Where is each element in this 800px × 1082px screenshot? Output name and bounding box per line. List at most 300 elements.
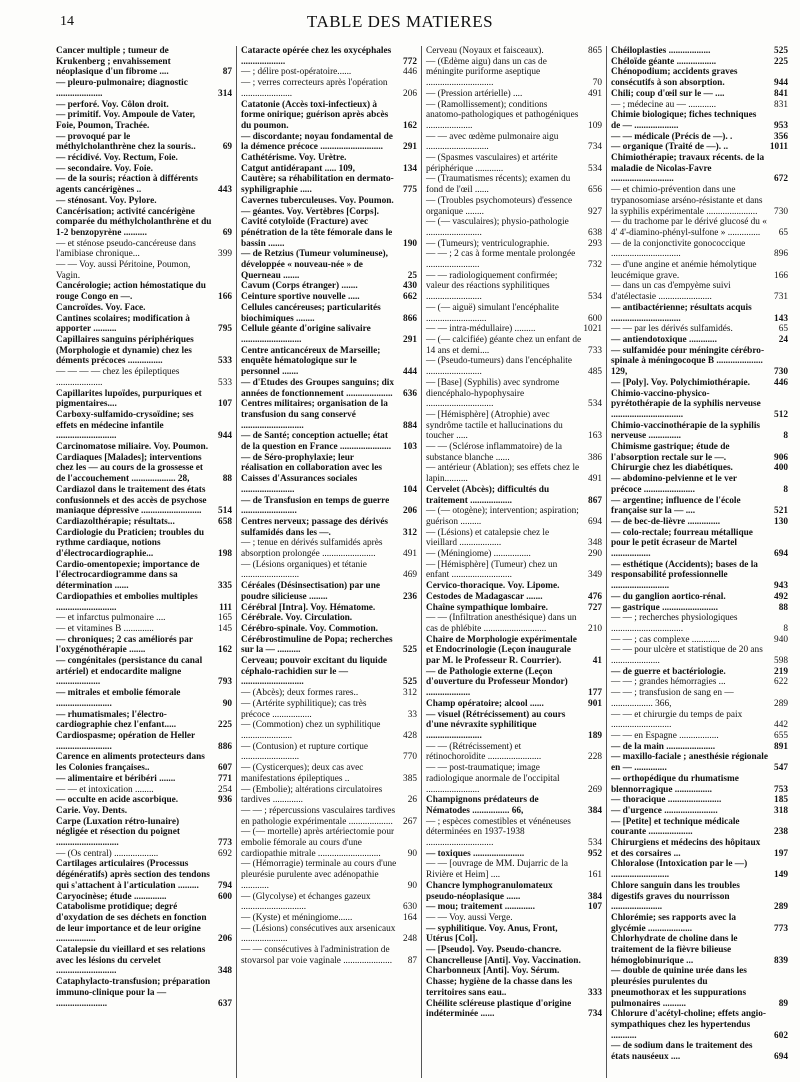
entry-text: Cérébral [Intra]. Voy. Hématome.	[241, 602, 376, 613]
entry-text: — sténosant. Voy. Pylore.	[56, 195, 157, 206]
index-entry	[241, 827, 417, 859]
entry-text: — (Troubles psychomoteurs) d'essence organique ........	[426, 195, 573, 217]
index-entry	[56, 410, 232, 442]
index-entry	[426, 667, 602, 699]
entry-text: — — ; transfusion de sang en — .................. 366,	[611, 688, 734, 709]
index-entry	[56, 560, 232, 592]
index-entry	[426, 699, 602, 710]
index-entry	[611, 795, 788, 806]
entry-page-number: 314	[218, 88, 232, 99]
index-entry	[426, 57, 602, 89]
entry-text: Cardiazolthérapie; résultats...	[56, 516, 175, 527]
index-entry	[611, 57, 788, 68]
index-entry	[426, 999, 602, 1020]
entry-page-number: 485	[588, 367, 602, 378]
entry-page-number: 730	[774, 206, 788, 217]
entry-page-number: 190	[403, 238, 417, 249]
entry-page-number: 534	[588, 163, 602, 174]
entry-text: — provoqué par le méthylcholanthrène chez la souris..	[56, 131, 196, 153]
index-entry	[426, 881, 602, 902]
entry-page-number: 65	[778, 324, 788, 335]
entry-page-number: 165	[218, 613, 232, 624]
index-entry	[241, 164, 417, 175]
entry-page-number: 446	[403, 67, 417, 78]
index-entry	[56, 817, 232, 849]
entry-text: — (Abcès); deux formes rares..	[241, 688, 359, 699]
entry-page-number: 254	[218, 784, 232, 795]
entry-page-number: 636	[403, 388, 417, 399]
page-title: TABLE DES MATIERES	[306, 12, 494, 31]
index-entry	[611, 667, 788, 678]
index-entry	[241, 281, 417, 292]
entry-text: — de Santé; conception actuelle; état de la question en France ......................	[241, 431, 392, 453]
entry-text: Chlore sanguin dans les troubles digestifs graves du nourrisson ......................	[611, 880, 740, 913]
entry-text: — alimentaire et béribéri .......	[56, 773, 176, 784]
entry-page-number: 732	[588, 260, 602, 271]
entry-page-number: 662	[403, 292, 417, 303]
index-entry	[56, 528, 232, 560]
index-entry	[426, 239, 602, 250]
entry-page-number: 927	[588, 206, 602, 217]
entry-page-number: 734	[588, 142, 602, 153]
entry-page-number: 733	[588, 345, 602, 356]
index-entry	[56, 945, 232, 977]
entry-text: — de Pathologie externe (Leçon d'ouverture du Professeur Mondor) ...................	[426, 666, 568, 699]
index-entry	[241, 132, 417, 153]
index-entry	[611, 1009, 788, 1041]
entry-text: — — avec œdème pulmonaire aigu ...........................	[426, 131, 559, 153]
entry-text: — — pour ulcère et statistique de 20 ans .....................	[611, 645, 763, 667]
entry-text: Carcinomatose miliaire. Voy. Poumon.	[56, 442, 209, 453]
entry-page-number: 70	[592, 78, 602, 89]
entry-page-number: 267	[403, 816, 417, 827]
index-entry	[426, 592, 602, 603]
entry-page-number: 944	[218, 431, 232, 442]
entry-text: — secondaire. Voy. Foie.	[56, 163, 153, 174]
index-entry	[426, 710, 602, 742]
index-column-4	[607, 46, 792, 1078]
entry-text: Chimisme gastrique; étude de l'absorption rectale sur le —.	[611, 442, 730, 463]
entry-text: — (Lésions organiques) et tétanie .........................	[241, 559, 367, 581]
index-entry	[56, 635, 232, 656]
entry-text: — (Embolie); altérations circulatoires tardives .............	[241, 784, 383, 806]
index-entry	[611, 260, 788, 281]
entry-text: Carie. Voy. Dents.	[56, 805, 128, 816]
entry-page-number: 637	[218, 998, 232, 1009]
entry-text: — du trachome par le dérivé glucosé du « 4' 4'-diamino-phényl-sulfone » ..............	[611, 217, 767, 238]
entry-text: — colo-rectale; fourreau métallique pour le petit écraseur de Martel .................	[611, 527, 753, 560]
entry-text: Chaire de Morphologie expérimentale et Endocrinologie (Leçon inaugurale par M. le Professeur R. Courrier).	[426, 634, 577, 667]
index-entry	[426, 817, 602, 849]
entry-page-number: 185	[774, 795, 788, 806]
entry-text: — et sténose pseudo-cancéreuse dans l'amibiase chronique...	[56, 238, 196, 260]
index-entry	[56, 688, 232, 709]
entry-text: — (Lésions) consécutives aux arsenicaux ....................	[241, 923, 396, 945]
entry-text: — (— aiguë) simulant l'encéphalite ..........................	[426, 302, 559, 324]
entry-page-number: 206	[403, 88, 417, 99]
index-entry	[426, 966, 602, 977]
entry-text: — (Artérite syphilitique); cas très précoce .................	[241, 698, 367, 720]
index-entry	[611, 132, 788, 143]
entry-page-number: 87	[222, 67, 232, 78]
index-entry	[426, 463, 602, 484]
page-number: 14	[60, 14, 74, 29]
entry-page-number: 26	[407, 795, 417, 806]
entry-text: — sulfamidée pour méningite cérébro-spinale à méningocoque B .................... 129,	[611, 345, 765, 378]
entry-text: — argentine; influence de l'école française sur la — ....	[611, 495, 741, 517]
entry-page-number: 312	[403, 527, 417, 538]
entry-page-number: 8	[783, 431, 788, 442]
entry-page-number: 901	[588, 698, 602, 709]
entry-page-number: 312	[403, 688, 417, 699]
index-columns	[52, 46, 792, 1078]
entry-text: — de Transfusion en temps de guerre ........................	[241, 495, 390, 517]
entry-page-number: 936	[218, 795, 232, 806]
entry-text: — rhumatismales; l'électro-cardiographie chez l'enfant.....	[56, 709, 177, 731]
index-entry	[241, 207, 417, 218]
index-entry	[56, 710, 232, 731]
entry-text: — (Lésions) et catalepsie chez le vieillard ..................	[426, 527, 550, 549]
index-entry	[611, 881, 788, 913]
entry-text: — perforé. Voy. Côlon droit.	[56, 99, 169, 110]
index-entry	[241, 763, 417, 784]
entry-page-number: 290	[588, 549, 602, 560]
entry-text: — (— calcifiée) géante chez un enfant de 14 ans et demi....	[426, 334, 582, 356]
entry-text: Cervelet (Abcès); difficultés du traitement ..................	[426, 484, 550, 506]
entry-text: Cathétérisme. Voy. Urètre.	[241, 153, 347, 164]
entry-text: — — ; cas complexe ............	[611, 634, 720, 645]
entry-text: — (Traumatismes récents); examen du fond de l'œil ......	[426, 174, 571, 196]
entry-page-number: 430	[403, 281, 417, 292]
index-entry	[56, 335, 232, 367]
entry-text: — de la souris; réaction à différents agents cancérigènes ..	[56, 174, 198, 196]
index-entry	[241, 249, 417, 281]
index-entry	[426, 849, 602, 860]
index-entry	[611, 688, 788, 709]
index-entry	[56, 806, 232, 817]
index-entry	[611, 474, 788, 495]
index-entry	[426, 356, 602, 377]
index-entry	[241, 656, 417, 688]
index-entry	[426, 506, 602, 527]
entry-page-number: 166	[218, 292, 232, 303]
index-entry	[56, 892, 232, 903]
entry-text: Centres militaires; organisation de la transfusion du sang conservé ...........................	[241, 399, 388, 431]
index-entry	[56, 859, 232, 891]
entry-page-number: 692	[218, 848, 232, 859]
index-entry	[56, 314, 232, 335]
entry-page-number: 521	[774, 506, 788, 517]
entry-page-number: 210	[588, 623, 602, 634]
index-entry	[426, 859, 602, 880]
index-entry	[56, 731, 232, 752]
entry-text: — — ; répercussions vasculaires tardives en pathologie expérimentale ...................	[241, 805, 396, 827]
index-entry	[241, 635, 417, 656]
index-entry	[426, 549, 602, 560]
entry-page-number: 384	[588, 891, 602, 902]
index-entry	[241, 720, 417, 741]
index-entry	[241, 560, 417, 581]
index-entry	[56, 303, 232, 314]
index-entry	[56, 785, 232, 796]
entry-text: — (Ramollissement); conditions anatomo-pathologiques et pathogéniques ....................	[426, 99, 579, 131]
index-entry	[56, 977, 232, 1009]
index-entry	[56, 752, 232, 773]
index-entry	[426, 485, 602, 506]
index-entry	[241, 924, 417, 945]
entry-page-number: 111	[219, 602, 232, 613]
index-entry	[241, 603, 417, 614]
entry-page-number: 896	[774, 249, 788, 260]
entry-text: Champignons prédateurs de Nématodes ................ 66,	[426, 795, 539, 816]
entry-text: — congénitales (persistance du canal artériel) et endocardite maligne ...................	[56, 656, 203, 688]
index-entry	[241, 859, 417, 891]
entry-page-number: 206	[218, 934, 232, 945]
entry-text: — (Glycolyse) et échanges gazeux ............................	[241, 891, 371, 913]
index-entry	[241, 913, 417, 924]
entry-text: Cardiologie du Praticien; troubles du rythme cardiaque, notions d'électrocardiographie...	[56, 527, 205, 560]
entry-page-number: 348	[588, 538, 602, 549]
entry-text: — (Contusion) et rupture cortique .........................	[241, 741, 369, 763]
index-entry	[56, 164, 232, 175]
index-entry	[56, 902, 232, 945]
entry-page-number: 446	[774, 377, 788, 388]
entry-page-number: 236	[403, 591, 417, 602]
entry-page-number: 839	[774, 955, 788, 966]
entry-text: — ; verres correcteurs après l'opération ......................	[241, 78, 388, 99]
entry-page-number: 600	[218, 891, 232, 902]
index-entry	[611, 378, 788, 389]
index-entry	[426, 581, 602, 592]
entry-text: — — post-traumatique; image radiologique anormale de l'occipital .......................	[426, 763, 560, 795]
entry-page-number: 164	[403, 912, 417, 923]
entry-text: Chimio-vaccino-physico-pyrétothérapie de la syphilis nerveuse ...............................	[611, 388, 761, 420]
entry-text: Cantines scolaires; modification à apporter ..........	[56, 313, 190, 335]
entry-page-number: 107	[218, 399, 232, 410]
entry-text: Cardio-omentopexie; importance de l'électrocardiogramme dans sa détermination ......	[56, 559, 200, 592]
index-entry	[241, 292, 417, 303]
entry-text: — [Hémisphère] (Atrophie) avec syndrôme tactile et hallucinations du toucher .....	[426, 409, 563, 442]
index-entry	[241, 346, 417, 378]
entry-page-number: 177	[588, 688, 602, 699]
entry-text: — (Hémorragie) terminale au cours d'une pleurésie purulente avec adénopathie ............	[241, 859, 397, 891]
index-entry	[241, 196, 417, 207]
entry-page-number: 884	[403, 420, 417, 431]
entry-text: — de la main .....................	[611, 741, 716, 752]
entry-page-number: 248	[403, 934, 417, 945]
index-column-3	[422, 46, 607, 1078]
index-entry	[241, 785, 417, 806]
entry-page-number: 772	[403, 56, 417, 67]
entry-text: — géantes. Voy. Vertèbres [Corps].	[241, 206, 379, 217]
entry-page-number: 831	[774, 99, 788, 110]
index-entry	[56, 260, 232, 281]
entry-text: — (Tumeurs); ventriculographie.	[426, 238, 550, 249]
entry-text: — — intra-médullaire) .........	[426, 324, 536, 335]
entry-page-number: 906	[774, 452, 788, 463]
index-entry	[611, 677, 788, 688]
entry-text: Carpe (Luxation rétro-lunaire) négligée et résection du poignet ...........................	[56, 816, 180, 849]
entry-page-number: 348	[218, 966, 232, 977]
entry-text: Cerveau; pouvoir excitant du liquide céphalo-rachidien sur le — ...........................	[241, 656, 388, 688]
entry-page-number: 289	[774, 698, 788, 709]
entry-page-number: 773	[774, 923, 788, 934]
index-entry	[56, 774, 232, 785]
entry-text: Cancroïdes. Voy. Face.	[56, 302, 146, 313]
index-entry	[56, 442, 232, 453]
entry-text: Chancrelleuse [Anti]. Voy. Vaccination.	[426, 955, 581, 966]
entry-page-number: 289	[774, 902, 788, 913]
entry-text: Chili; coup d'œil sur le — ....	[611, 88, 725, 99]
entry-text: Cerveau (Noyaux et faisceaux).	[426, 46, 544, 56]
entry-page-number: 206	[403, 506, 417, 517]
entry-text: — d'Etudes des Groupes sanguins; dix années de fonctionnement ....................	[241, 377, 395, 399]
entry-text: Catatonie (Accès toxi-infectieux) à forme onirique; guérison après abcès du poumon.	[241, 99, 389, 131]
entry-page-number: 694	[774, 549, 788, 560]
index-entry	[426, 410, 602, 442]
entry-text: Cardiaques [Malades]; interventions chez les — au cours de la grossesse et de l'accouchement ................... 28,	[56, 452, 204, 485]
entry-page-number: 104	[403, 484, 417, 495]
entry-text: Carence en aliments protecteurs dans les Colonies françaises..	[56, 752, 205, 774]
entry-page-number: 163	[588, 431, 602, 442]
entry-page-number: 491	[588, 474, 602, 485]
index-entry	[611, 389, 788, 421]
entry-text: Chancre lymphogranulomateux pseudo-néoplasique ......	[426, 880, 553, 902]
index-entry	[611, 153, 788, 185]
entry-page-number: 944	[774, 78, 788, 89]
entry-text: — antérieur (Ablation); ses effets chez le lapin..........	[426, 463, 580, 485]
entry-page-number: 198	[218, 549, 232, 560]
entry-page-number: 333	[588, 987, 602, 998]
entry-text: — — (Rétrécissement) et rétinochoroïdite .......................	[426, 741, 542, 763]
entry-text: Chlorhydrate de choline dans le traitement de la fièvre bilieuse hémoglobinurique ...	[611, 934, 738, 966]
entry-text: Cancérologie; action hémostatique du rouge Congo en —.	[56, 281, 206, 303]
entry-text: — ; espèces comestibles et vénéneuses déterminées en 1937-1938 .............................	[426, 816, 571, 849]
entry-page-number: 149	[774, 870, 788, 881]
entry-page-number: 442	[774, 720, 788, 731]
entry-text: Cancer multiple ; tumeur de Krukenberg ; envahissement néoplasique d'un fibrome ....	[56, 46, 171, 78]
entry-text: — — ; grandes hémorragies ...	[611, 677, 726, 688]
index-entry	[426, 196, 602, 217]
entry-page-number: 492	[774, 591, 788, 602]
entry-text: Cavum (Corps étranger) .......	[241, 281, 358, 292]
entry-page-number: 534	[588, 292, 602, 303]
entry-page-number: 443	[218, 185, 232, 196]
entry-page-number: 534	[588, 838, 602, 849]
index-entry	[426, 46, 602, 57]
entry-text: Cavernes tuberculeuses. Voy. Poumon.	[241, 195, 394, 206]
index-entry	[56, 78, 232, 99]
entry-text: — (Kyste) et méningiome......	[241, 912, 353, 923]
entry-text: Champ opératoire; alcool ......	[426, 698, 544, 709]
entry-text: — — consécutives à l'administration de stovarsol par voie vaginale .....................	[241, 945, 393, 966]
entry-text: Caryocinèse; étude ..............	[56, 891, 167, 902]
entry-page-number: 841	[774, 88, 788, 99]
entry-text: Cardiospasme; opération de Heller ........................	[56, 731, 196, 752]
entry-text: Catgut antidérapant ..... 109,	[241, 163, 355, 174]
entry-text: Capillaires sanguins périphériques (Morphologie et dynamie) chez les déments précoces ...............	[56, 334, 194, 367]
entry-page-number: 291	[403, 334, 417, 345]
index-entry	[611, 110, 788, 131]
index-entry	[611, 100, 788, 111]
entry-page-number: 694	[774, 1052, 788, 1063]
index-entry	[426, 945, 602, 956]
index-entry	[56, 367, 232, 388]
entry-page-number: 630	[403, 902, 417, 913]
index-entry	[426, 742, 602, 763]
index-entry	[611, 46, 788, 57]
entry-page-number: 8	[783, 623, 788, 634]
index-entry	[56, 46, 232, 78]
entry-text: — syphilitique. Voy. Anus, Front, Utérus [Col].	[426, 923, 558, 945]
index-entry	[241, 496, 417, 517]
index-entry	[611, 613, 788, 634]
entry-text: — de guerre et bactériologie.	[611, 666, 726, 677]
entry-text: — occulte en acide ascorbique.	[56, 795, 179, 806]
entry-page-number: 547	[774, 763, 788, 774]
entry-text: Chirurgie chez les diabétiques.	[611, 463, 733, 474]
entry-page-number: 607	[218, 763, 232, 774]
entry-text: Chéloïde géante .................	[611, 56, 717, 67]
entry-page-number: 1021	[583, 324, 602, 335]
entry-text: — (Os central) ...................	[56, 848, 159, 859]
entry-text: — et chimio-prévention dans une trypanosomiase arséno-résistante et dans la syphilis expérimentale ......................	[611, 185, 763, 217]
index-entry	[56, 795, 232, 806]
index-entry	[426, 89, 602, 100]
index-entry	[56, 517, 232, 528]
entry-text: — — ; recherches physiologiques ...............................	[611, 613, 738, 634]
entry-page-number: 533	[218, 377, 232, 388]
entry-page-number: 952	[588, 848, 602, 859]
entry-page-number: 793	[218, 677, 232, 688]
entry-page-number: 386	[588, 452, 602, 463]
entry-text: — (Spasmes vasculaires) et artérite périphérique ............	[426, 153, 558, 174]
entry-page-number: 384	[588, 805, 602, 816]
index-entry	[611, 421, 788, 442]
entry-text: Chénopodium; accidents graves consécutifs à son absorption.	[611, 67, 738, 89]
entry-text: — maxillo-faciale ; anesthésie régionale en — ..............	[611, 752, 768, 774]
entry-text: — et vitamines B .............	[56, 623, 154, 634]
entry-text: Chloralose (Intoxication par le —) .........................	[611, 859, 748, 881]
entry-text: Cancérisation; activité cancérigène comparée du méthylcholanthrène et du 1-2 benzopyrène ..........	[56, 206, 212, 238]
entry-text: — ; médecine au — ............	[611, 99, 717, 110]
entry-text: Charbonneux [Anti]. Voy. Sérum.	[426, 966, 560, 977]
entry-page-number: 291	[403, 142, 417, 153]
index-entry	[241, 153, 417, 164]
entry-page-number: 795	[218, 324, 232, 335]
entry-page-number: 69	[222, 142, 232, 153]
index-entry	[426, 613, 602, 634]
index-entry	[611, 817, 788, 838]
index-entry	[611, 239, 788, 260]
index-entry	[241, 174, 417, 195]
entry-page-number: 41	[592, 656, 602, 667]
entry-page-number: 1011	[769, 142, 788, 153]
entry-text: Capillarites lupoïdes, purpuriques et pigmentaires....	[56, 388, 202, 410]
entry-page-number: 512	[774, 409, 788, 420]
entry-page-number: 730	[774, 367, 788, 378]
entry-text: Cérébrale. Voy. Circulation.	[241, 613, 353, 624]
entry-page-number: 89	[778, 998, 788, 1009]
index-column-2	[237, 46, 422, 1078]
index-entry	[56, 613, 232, 624]
index-entry	[611, 966, 788, 1009]
index-entry	[56, 100, 232, 111]
index-entry	[611, 645, 788, 666]
index-entry	[241, 100, 417, 132]
entry-page-number: 658	[218, 516, 232, 527]
index-entry	[241, 699, 417, 720]
